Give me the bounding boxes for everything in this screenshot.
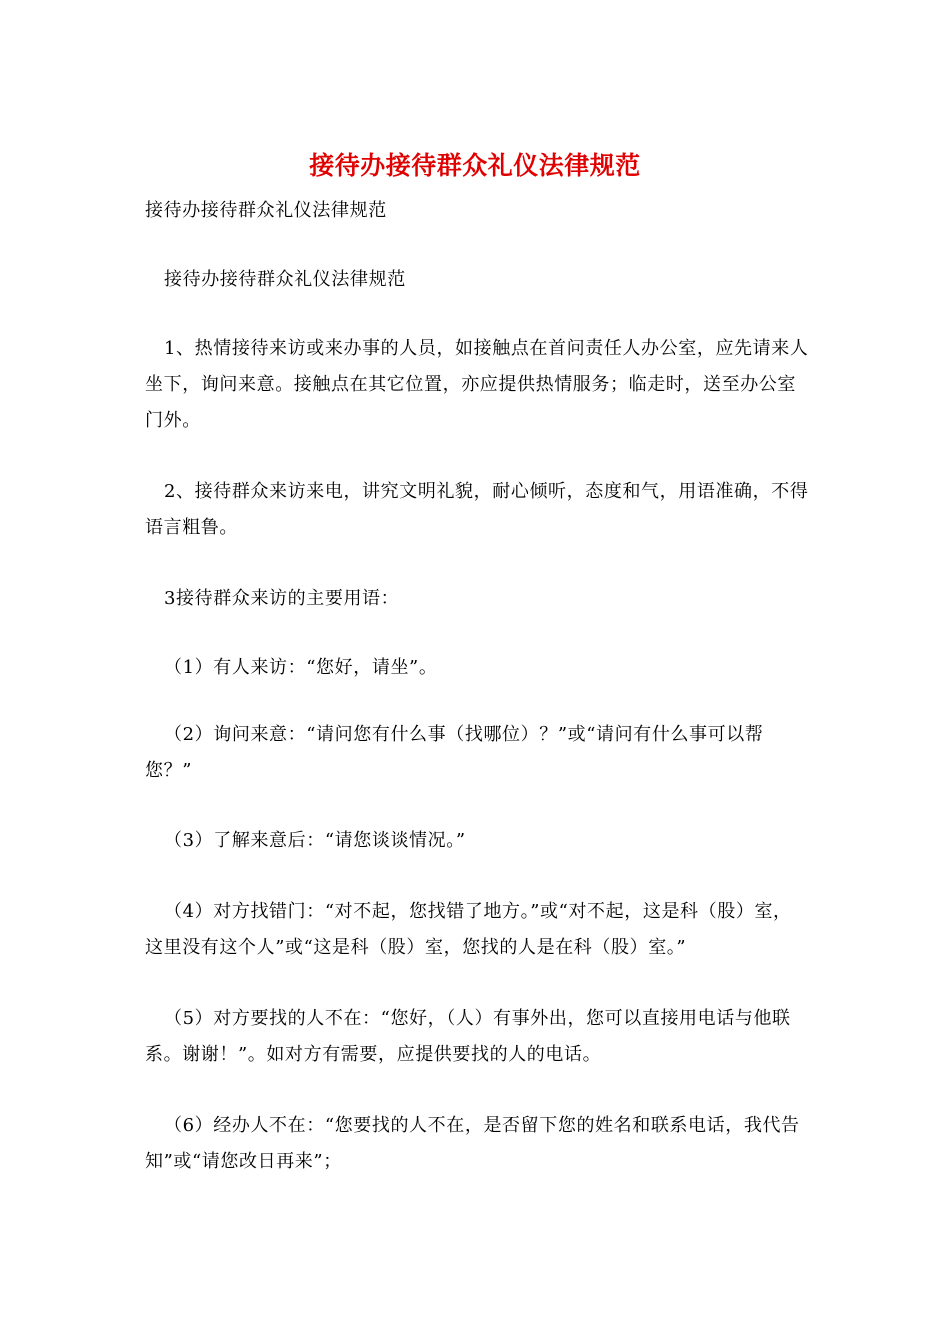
paragraph-8: （5）对方要找的人不在：“您好，（人）有事外出，您可以直接用电话与他联系。谢谢！”。如对方有需要，应提供要找的人的电话。 xyxy=(145,1008,791,1065)
paragraph-6: （3）了解来意后：“请您谈谈情况。” xyxy=(164,830,466,851)
paragraph-5: （2）询问来意：“请问您有什么事（找哪位）？”或“请问有什么事可以帮您？” xyxy=(145,724,764,781)
paragraph-3: 3接待群众来访的主要用语： xyxy=(164,588,400,609)
section-heading: 接待办接待群众礼仪法律规范 xyxy=(164,269,406,290)
document-title: 接待办接待群众礼仪法律规范 xyxy=(309,151,641,180)
paragraph-7: （4）对方找错门：“对不起，您找错了地方。”或“对不起，这是科（股）室，这里没有这个人”或“这是科（股）室，您找的人是在科（股）室。” xyxy=(145,901,792,958)
paragraph-4: （1）有人来访：“您好，请坐”。 xyxy=(164,657,438,678)
paragraph-1: 1、热情接待来访或来办事的人员，如接触点在首问责任人办公室，应先请来人坐下，询问来意。接触点在其它位置，亦应提供热情服务；临走时，送至办公室门外。 xyxy=(145,338,809,431)
paragraph-2: 2、接待群众来访来电，讲究文明礼貌，耐心倾听，态度和气，用语准确，不得语言粗鲁。 xyxy=(145,481,809,538)
paragraph-9: （6）经办人不在：“您要找的人不在，是否留下您的姓名和联系电话，我代告知”或“请您改日再来”； xyxy=(145,1115,800,1172)
document-subtitle: 接待办接待群众礼仪法律规范 xyxy=(145,200,387,221)
